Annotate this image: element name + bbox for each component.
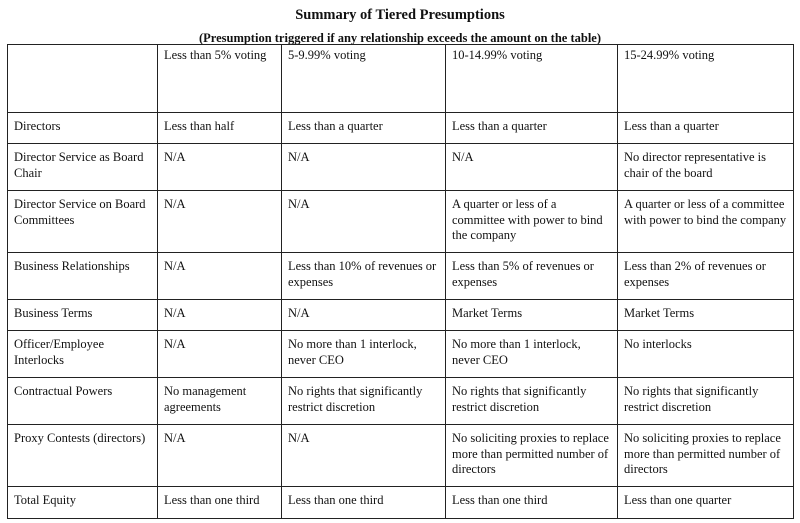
row-label: Proxy Contests (directors) [8,425,158,487]
table-row [8,331,794,378]
table-cell: Less than 5% of revenues or expenses [446,253,618,300]
table-cell: Less than one quarter [618,487,794,519]
table-row [8,425,794,487]
table-row [8,253,794,300]
row-label: Directors [8,113,158,144]
table-cell: No management agreements [158,378,282,425]
table-cell: Market Terms [446,300,618,331]
table-cell: Less than a quarter [446,113,618,144]
table-cell: N/A [158,425,282,487]
row-label: Officer/Employee Interlocks [8,331,158,378]
table-cell: N/A [282,425,446,487]
table-cell: No more than 1 interlock, never CEO [446,331,618,378]
table-cell: No soliciting proxies to replace more than permitted number of directors [446,425,618,487]
header-cell-5-9: 5-9.99% voting [282,45,446,113]
table-cell: No more than 1 interlock, never CEO [282,331,446,378]
table-cell: Less than half [158,113,282,144]
table-cell: A quarter or less of a committee with power to bind the company [446,191,618,253]
table-cell: Less than one third [446,487,618,519]
header-cell-10-14: 10-14.99% voting [446,45,618,113]
table-cell: No interlocks [618,331,794,378]
table-cell: N/A [158,144,282,191]
table-row [8,300,794,331]
table-cell: N/A [158,253,282,300]
row-label: Contractual Powers [8,378,158,425]
table-row [8,144,794,191]
table-cell: N/A [446,144,618,191]
table-cell: N/A [158,331,282,378]
table-cell: No rights that significantly restrict discretion [446,378,618,425]
table-row [8,378,794,425]
header-row [8,45,794,113]
table-cell: Less than a quarter [282,113,446,144]
table-cell: Less than one third [282,487,446,519]
table-cell: N/A [158,300,282,331]
row-label: Director Service as Board Chair [8,144,158,191]
row-label: Director Service on Board Committees [8,191,158,253]
table-row [8,487,794,519]
table-cell: Less than one third [158,487,282,519]
tiered-presumptions-table [7,44,794,519]
table-row [8,113,794,144]
table-cell: No rights that significantly restrict discretion [618,378,794,425]
table-cell: Less than a quarter [618,113,794,144]
row-label: Business Terms [8,300,158,331]
table-row [8,191,794,253]
row-label: Total Equity [8,487,158,519]
table-cell: N/A [282,144,446,191]
header-cell-15-24: 15-24.99% voting [618,45,794,113]
table-cell: N/A [282,191,446,253]
document-title: Summary of Tiered Presumptions [295,7,505,23]
document-subtitle: (Presumption triggered if any relationship exceeds the amount on the table) [198,31,602,45]
row-label: Business Relationships [8,253,158,300]
header-cell-corner [8,45,158,113]
table-cell: No rights that significantly restrict discretion [282,378,446,425]
table-cell: Less than 10% of revenues or expenses [282,253,446,300]
table-cell: No director representative is chair of the board [618,144,794,191]
header-cell-less-than-5: Less than 5% voting [158,45,282,113]
table-cell: N/A [158,191,282,253]
table-cell: Market Terms [618,300,794,331]
table-cell: No soliciting proxies to replace more than permitted number of directors [618,425,794,487]
table-cell: A quarter or less of a committee with power to bind the company [618,191,794,253]
table-cell: Less than 2% of revenues or expenses [618,253,794,300]
table-cell: N/A [282,300,446,331]
